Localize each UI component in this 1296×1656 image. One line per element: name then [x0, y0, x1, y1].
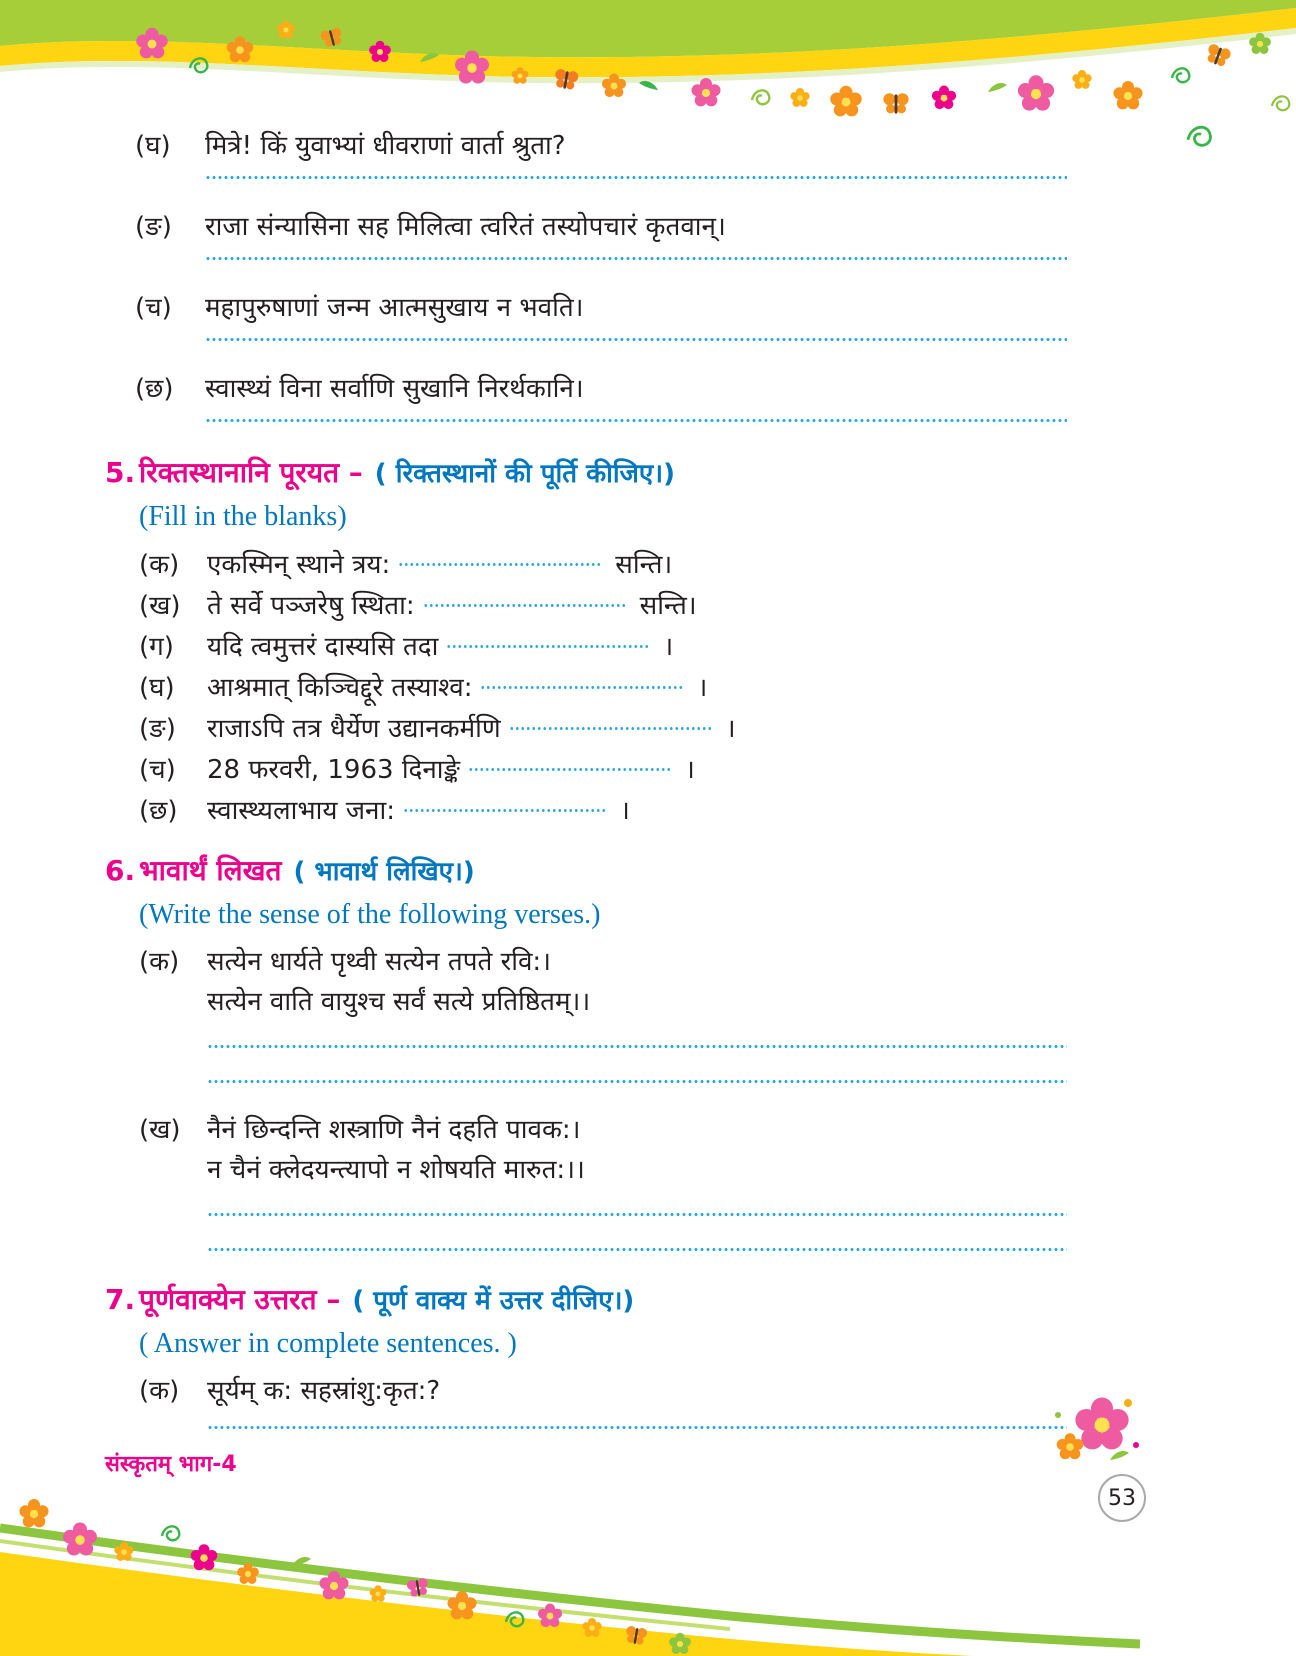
fill-blank-item: [139, 545, 1067, 586]
swirl-icon: [1172, 68, 1189, 82]
flower-icon: [830, 86, 861, 117]
blank-dotted-line: [509, 727, 714, 730]
flower-icon: [1072, 70, 1091, 89]
flower-icon: [1113, 81, 1142, 109]
page-number-badge: [1098, 1474, 1146, 1522]
section-number: 7.: [105, 1283, 136, 1316]
item-text-after: ।: [697, 673, 708, 703]
question-text: स्वास्थ्यं विना सर्वाणि सुखानि निरर्थकानि।: [205, 374, 584, 404]
section-title: पूर्णवाक्येन उत्तरत –: [139, 1283, 341, 1316]
item-text-after: ।: [663, 632, 674, 662]
item-text-before: ते सर्वे पञ्जरेषु स्थिता:: [207, 591, 415, 621]
question-item: [135, 290, 1067, 341]
item-label: (ख): [139, 591, 181, 621]
item-text-before: यदि त्वमुत्तरं दास्यसि तदा: [207, 632, 439, 662]
fill-blank-item: [139, 627, 1067, 668]
flower-icon: [691, 78, 720, 106]
flower-icon: [319, 1571, 348, 1599]
footer-book-title: संस्कृतम् भाग-4: [105, 1452, 237, 1477]
exercise-answer-items: [135, 128, 1067, 422]
flower-icon: [932, 86, 956, 110]
verse-item: [139, 943, 1067, 1083]
page-number: 53: [1108, 1485, 1136, 1511]
leaf-icon: [420, 53, 439, 62]
swirl-icon: [752, 90, 769, 104]
answer-dotted-line: [207, 1045, 1067, 1048]
item-text-after: ।: [684, 755, 695, 785]
butterfly-icon: [406, 1577, 430, 1597]
butterfly-icon: [553, 68, 579, 90]
section-english-instruction: ( Answer in complete sentences. ): [139, 1328, 517, 1359]
item-label: (क): [139, 550, 180, 580]
leaf-icon: [1110, 1451, 1129, 1460]
question-text: महापुरुषाणां जन्म आत्मसुखाय न भवति।: [205, 293, 584, 323]
question-item: [135, 371, 1067, 422]
flower-icon: [1018, 75, 1054, 110]
section-answer-complete-sentences: [105, 1279, 1067, 1429]
section-heading: [105, 850, 1067, 893]
section-english-instruction: (Write the sense of the following verses.): [139, 899, 601, 930]
flower-icon: [1249, 33, 1271, 54]
fill-blank-item: [139, 586, 1067, 627]
item-label: (ख): [139, 1115, 181, 1145]
item-label: (घ): [139, 673, 175, 703]
fill-blank-item: [139, 668, 1067, 709]
leaf-icon: [292, 1557, 311, 1566]
item-label: (च): [139, 755, 176, 785]
section-hindi-instruction: ( पूर्ण वाक्य में उत्तर दीजिए।): [352, 1286, 635, 1316]
verse-lines: [207, 943, 590, 1023]
section-write-verse-sense: [105, 850, 1067, 1251]
flower-icon: [1075, 1398, 1128, 1450]
section-heading: [105, 1279, 1067, 1322]
fill-blank-item: [139, 709, 1067, 750]
section-hindi-instruction: ( रिक्तस्थानों की पूर्ति कीजिए।): [374, 459, 675, 489]
swirl-icon: [162, 1526, 179, 1540]
section-heading: [105, 452, 1067, 495]
item-text-before: स्वास्थ्यलाभाय जना:: [207, 796, 395, 826]
item-text-after: ।: [619, 796, 630, 826]
verse-line: न चैनं क्लेदयन्त्यापो न शोषयति मारुत:।।: [207, 1155, 585, 1185]
flower-icon: [370, 1585, 387, 1602]
verse-line: नैनं छिन्दन्ति शस्त्राणि नैनं दहति पावक:।: [207, 1115, 581, 1145]
item-text-before: 28 फरवरी, 1963 दिनाङ्के: [207, 755, 460, 785]
flower-icon: [602, 74, 626, 98]
swirl-icon: [1188, 127, 1210, 145]
flower-icon: [237, 1563, 259, 1584]
question-text: राजा संन्यासिना सह मिलित्वा त्वरितं तस्योपचारं कृतवान्।: [205, 212, 726, 242]
blank-dotted-line: [468, 768, 673, 771]
answer-dotted-line: [207, 1426, 1067, 1429]
question-label: (ङ): [135, 212, 172, 242]
section-title: रिक्तस्थानानि पूरयत –: [139, 456, 363, 489]
flower-icon: [512, 67, 529, 84]
section-title: भावार्थं लिखत: [139, 854, 282, 887]
blank-dotted-line: [480, 686, 685, 689]
question-item: [135, 209, 1067, 260]
flower-icon: [191, 1544, 218, 1570]
item-label: (ङ): [139, 714, 176, 744]
blank-dotted-line: [398, 563, 603, 566]
fill-blank-item: [139, 791, 1067, 832]
flower-icon: [227, 36, 254, 62]
leaf-icon: [988, 83, 1007, 92]
question-label: (छ): [135, 374, 174, 404]
item-label: (क): [139, 1376, 180, 1406]
item-text-before: राजाऽपि तत्र धैर्येण उद्यानकर्मणि: [207, 714, 501, 744]
flower-icon: [582, 1618, 601, 1637]
butterfly-icon: [624, 1625, 648, 1645]
answer-dotted-line: [207, 1248, 1067, 1251]
section-fill-in-the-blanks: [105, 452, 1067, 832]
blank-dotted-line: [423, 604, 628, 607]
item-text-before: एकस्मिन् स्थाने त्रय:: [207, 550, 391, 580]
flower-icon: [277, 21, 295, 39]
flower-icon: [455, 51, 489, 84]
verse-line: सत्येन धार्यते पृथ्वी सत्येन तपते रवि:।: [207, 947, 552, 977]
item-label: (छ): [139, 796, 178, 826]
verse-line: सत्येन वाति वायुश्च सर्वं सत्ये प्रतिष्ठितम्।।: [207, 987, 591, 1017]
flower-icon: [790, 88, 809, 107]
question-item: [139, 1372, 1067, 1429]
item-text-after: ।: [725, 714, 736, 744]
swirl-icon: [506, 1612, 523, 1626]
swirl-icon: [190, 58, 207, 72]
answer-dotted-line: [205, 338, 1067, 341]
swirl-icon: [1272, 96, 1289, 110]
answer-dotted-line: [205, 419, 1067, 422]
question-label: (घ): [135, 131, 171, 161]
question-label: (च): [135, 293, 172, 323]
answer-dotted-line: [207, 1080, 1067, 1083]
blank-dotted-line: [446, 645, 651, 648]
section-number: 6.: [105, 854, 136, 887]
leaf-icon: [639, 81, 658, 90]
item-text-before: आश्रमात् किञ्चिद्दूरे तस्याश्व:: [207, 673, 473, 703]
question-text: मित्रे! किं युवाभ्यां धीवराणां वार्ता श्रुता?: [205, 131, 566, 161]
section-number: 5.: [105, 456, 136, 489]
item-text-after: सन्ति।: [639, 591, 697, 621]
flower-icon: [136, 28, 167, 59]
flower-icon: [1057, 1433, 1084, 1459]
item-label: (क): [139, 947, 180, 977]
flower-icon: [669, 1633, 691, 1654]
section-hindi-instruction: ( भावार्थ लिखिए।): [293, 857, 475, 887]
flower-icon: [63, 1523, 97, 1556]
answer-dotted-line: [205, 257, 1067, 260]
verse-item: [139, 1111, 1067, 1251]
question-text: सूर्यम् क: सहस्रांशु:कृत:?: [207, 1376, 441, 1406]
fill-blank-item: [139, 750, 1067, 791]
butterfly-icon: [883, 93, 908, 113]
blank-dotted-line: [403, 809, 608, 812]
butterfly-icon: [320, 27, 345, 49]
flower-icon: [114, 1542, 133, 1561]
question-item: [135, 128, 1067, 179]
item-text-after: सन्ति।: [615, 550, 673, 580]
flower-icon: [447, 1591, 476, 1619]
section-english-instruction: (Fill in the blanks): [139, 501, 347, 532]
page-content: [105, 128, 1067, 1429]
answer-dotted-line: [205, 176, 1067, 179]
flower-icon: [538, 1604, 562, 1628]
flower-icon: [369, 41, 391, 62]
flower-icon: [19, 1499, 48, 1527]
item-label: (ग): [139, 632, 174, 662]
verse-lines: [207, 1111, 585, 1191]
butterfly-icon: [1204, 43, 1232, 68]
answer-dotted-line: [207, 1213, 1067, 1216]
